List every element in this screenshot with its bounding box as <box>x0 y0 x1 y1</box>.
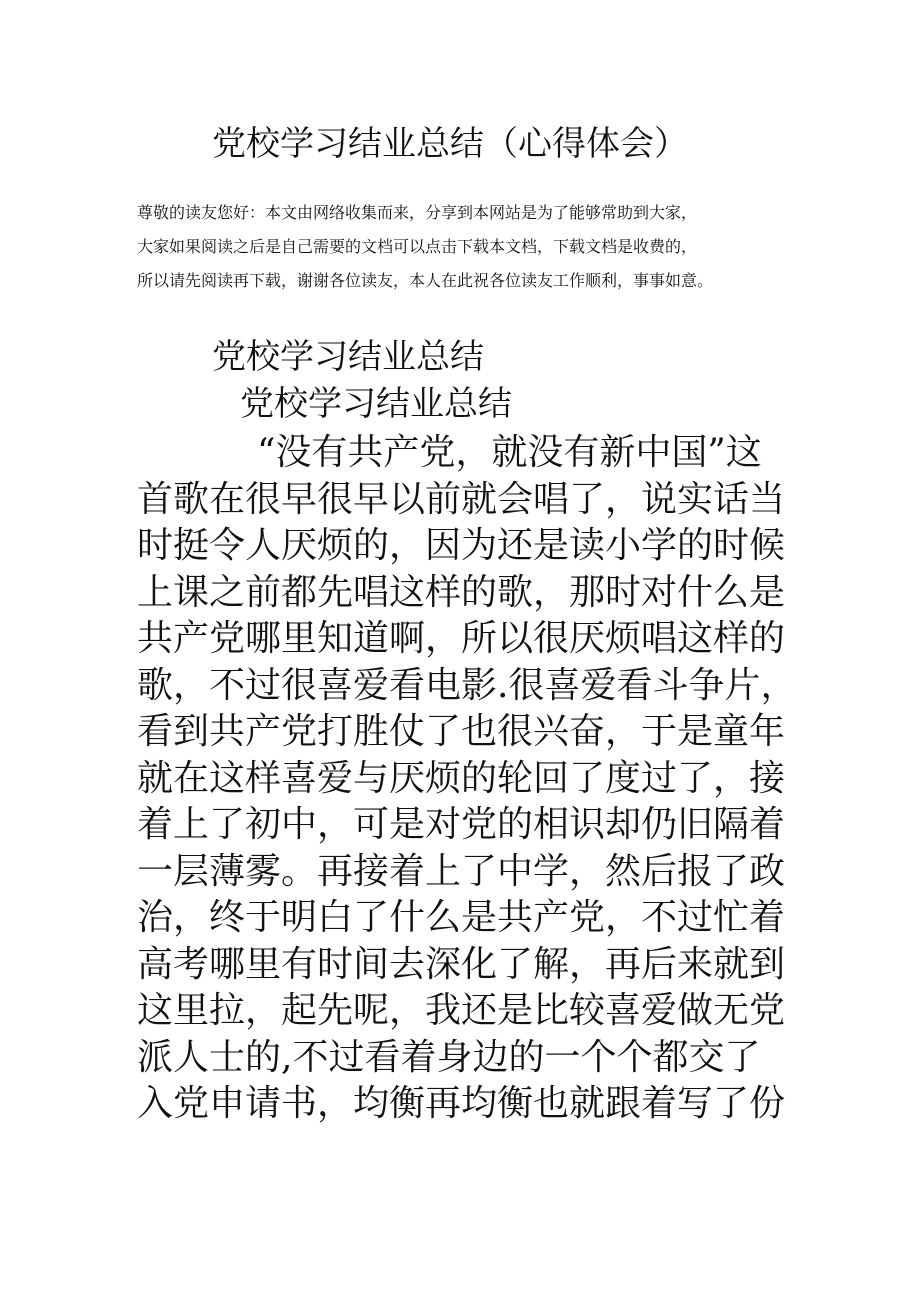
reader-notice <box>137 196 797 298</box>
document-title: 党校学习结业总结（心得体会） <box>212 124 688 164</box>
body-paragraph <box>137 430 797 1128</box>
paragraph-line: 着上了初中，可是对党的相识却仍旧隔着 <box>137 804 786 845</box>
paragraph-line: 共产党哪里知道啊，所以很厌烦唱这样的 <box>137 618 786 659</box>
notice-line: 大家如果阅读之后是自己需要的文档可以点击下载本文档，下载文档是收费的， <box>137 237 698 256</box>
paragraph-line: 入党申请书，均衡再均衡也就跟着写了份 <box>137 1083 786 1124</box>
notice-line: 尊敬的读友您好：本文由网络收集而来，分享到本网站是为了能够常助到大家， <box>137 203 698 222</box>
paragraph-line: 一层薄雾。再接着上了中学，然后报了政 <box>137 850 786 892</box>
paragraph-line: 治，终于明白了什么是共产党，不过忙着 <box>137 897 786 938</box>
paragraph-line: 看到共产党打胜仗了也很兴奋，于是童年 <box>137 711 786 752</box>
paragraph-line: 派人士的,不过看着身边的一个个都交了 <box>137 1036 761 1078</box>
paragraph-line: 就在这样喜爱与厌烦的轮回了度过了，接 <box>137 757 786 799</box>
paragraph-line: 首歌在很早很早以前就会唱了，说实话当 <box>137 478 786 520</box>
paragraph-line: 时挺令人厌烦的，因为还是读小学的时候 <box>137 525 786 566</box>
paragraph-line: 高考哪里有时间去深化了解，再后来就到 <box>137 943 786 985</box>
notice-line: 所以请先阅读再下载，谢谢各位读友，本人在此祝各位读友工作顺利，事事如意。 <box>137 271 714 290</box>
paragraph-line: 歌，不过很喜爱看电影.很喜爱看斗争片， <box>137 664 797 706</box>
section-heading: 党校学习结业总结 <box>212 337 484 377</box>
paragraph-line: “没有共产党，就没有新中国”这 <box>257 432 762 473</box>
paragraph-line: 上课之前都先唱这样的歌，那时对什么是 <box>137 571 786 613</box>
section-subheading: 党校学习结业总结 <box>240 384 512 424</box>
paragraph-line: 这里拉，起先呢，我还是比较喜爱做无党 <box>137 990 786 1031</box>
